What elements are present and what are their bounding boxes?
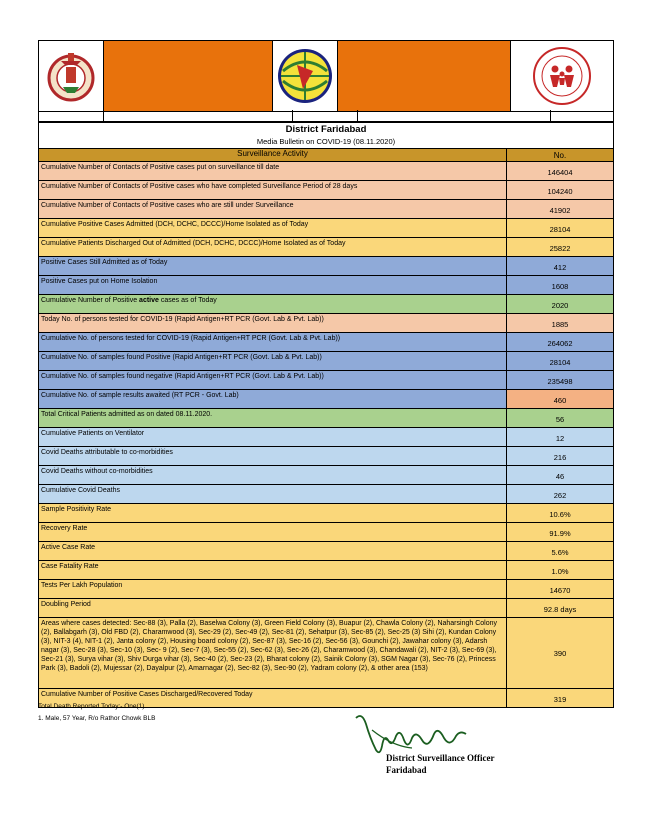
row-value: 5.6% — [507, 542, 613, 560]
table-row — [39, 618, 613, 689]
column-header-activity: Surveillance Activity — [39, 149, 507, 161]
row-value: 146404 — [507, 162, 613, 180]
row-value: 460 — [507, 390, 613, 408]
row-label: Doubling Period — [39, 599, 507, 617]
table-row — [39, 409, 613, 428]
table-row — [39, 485, 613, 504]
deaths-today-text: Total Death Reported Today:- One(1) — [38, 703, 145, 710]
row-label-pre: Cumulative Number of Positive — [41, 297, 140, 304]
row-value: 264062 — [507, 333, 613, 351]
row-label: Active Case Rate — [39, 542, 507, 560]
table-row — [39, 390, 613, 409]
row-value: 91.9% — [507, 523, 613, 541]
header-banner — [38, 40, 614, 112]
row-label: Positive Cases put on Home Isolation — [39, 276, 507, 294]
row-value: 1608 — [507, 276, 613, 294]
row-label: Case Fatality Rate — [39, 561, 507, 579]
district-title: District Faridabad — [285, 124, 367, 135]
table-row — [39, 162, 613, 181]
row-value: 104240 — [507, 181, 613, 199]
table-row — [39, 371, 613, 390]
globe-logo-icon — [273, 41, 337, 111]
table-row — [39, 238, 613, 257]
row-label: Cumulative No. of samples found Positive (Rapid Antigen+RT PCR (Govt. Lab & Pvt. Lab)) — [39, 352, 507, 370]
row-value: 412 — [507, 257, 613, 275]
haryana-emblem-cell — [39, 41, 104, 111]
table-row — [39, 276, 613, 295]
row-value: 46 — [507, 466, 613, 484]
bulletin-title-box — [38, 122, 614, 148]
table-row — [39, 504, 613, 523]
bulletin-subtitle: Media Bulletin on COVID-19 (08.11.2020) — [256, 137, 396, 146]
table-row — [39, 333, 613, 352]
row-value: 235498 — [507, 371, 613, 389]
row-value: 28104 — [507, 352, 613, 370]
row-label: Today No. of persons tested for COVID-19 (Rapid Antigen+RT PCR (Govt. Lab & Pvt. Lab)) — [39, 314, 507, 332]
row-label-post: cases as of Today — [158, 297, 217, 304]
row-value: 12 — [507, 428, 613, 446]
row-value: 41902 — [507, 200, 613, 218]
row-label-bold: active — [139, 297, 159, 304]
row-value: 1.0% — [507, 561, 613, 579]
row-label: Cumulative Number of Positive Cases Discharged/Recovered Today — [39, 689, 507, 707]
table-row — [39, 219, 613, 238]
row-label: Cumulative Positive Cases Admitted (DCH, DCHC, DCCC)/Home Isolated as of Today — [39, 219, 507, 237]
row-label: Total Critical Patients admitted as on dated 08.11.2020. — [39, 409, 507, 427]
table-row — [39, 447, 613, 466]
row-label: Recovery Rate — [39, 523, 507, 541]
row-label: Cumulative Patients Discharged Out of Admitted (DCH, DCHC, DCCC)/Home Isolated as of Today — [39, 238, 507, 256]
death-detail-text: 1. Male, 57 Year, R/o Rathor Chowk BLB — [38, 715, 156, 722]
row-label: Cumulative Number of Contacts of Positive cases who are still under Surveillance — [39, 200, 507, 218]
signatory-place: Faridabad — [386, 765, 427, 775]
nhm-logo-cell — [511, 41, 613, 111]
row-value: 25822 — [507, 238, 613, 256]
row-value: 14670 — [507, 580, 613, 598]
row-value: 1885 — [507, 314, 613, 332]
row-label: Sample Positivity Rate — [39, 504, 507, 522]
row-value: 92.8 days — [507, 599, 613, 617]
row-label: Cumulative Covid Deaths — [39, 485, 507, 503]
table-row — [39, 181, 613, 200]
signatory-block — [386, 752, 494, 776]
surveillance-table — [38, 148, 614, 708]
row-value: 319 — [507, 689, 613, 707]
row-label: Cumulative Number of Contacts of Positive cases who have completed Surveillance Period of 28 days — [39, 181, 507, 199]
haryana-emblem-icon — [39, 41, 103, 111]
row-value: 10.6% — [507, 504, 613, 522]
column-header-number: No. — [553, 150, 567, 160]
table-row — [39, 428, 613, 447]
row-label: Areas where cases detected: Sec-88 (3), Palla (2), Baselwa Colony (3), Green Field Colony (3), Buapur (2), Chawla Colony (2), Naharsingh Colony (2), Ballabgarh (3), Old FBD (2), Charamwood (3), Sec-29 (2), Sec-49 (2), Sec-81 (2), Sehatpur (3), Sec-85 (2), Sec-25 (3) Sihi (2), Kundan Colony (3), NIT-3 (4), NIT-1 (2), Janta colony (2), Housing board colony (2), Sec-87 (3), Sec-16 (2), Sec-56 (3), Gounchi (2), Jawahar colony (3), Adarsh nagar (3), Sec-28 (3), Sec-10 (3), Sec- 9 (2), Sec-7 (3), Sec-55 (2), Sec-62 (3), Sec-26 (2), Charamwood (3), Chandawali (2), NIT-2 (3), Sec-69 (3), Sec-21 (3), Surya vihar (3), Shiv Durga vihar (3), Sec-40 (2), Sec-23 (2), Bharat colony (2), Sainik Colony (3), SGM Nagar (3), Sec-76 (2), Princess Park (3), Badoli (2), Mujessar (2), Dayalpur (2), Amarnagar (2), Sec-82 (3), Sec-90 (2), Yadram colony (2), & other area (153) — [39, 618, 507, 688]
table-row — [39, 295, 613, 314]
table-row — [39, 542, 613, 561]
row-label: Covid Deaths without co-morbidities — [39, 466, 507, 484]
row-label: Cumulative No. of samples found negative (Rapid Antigen+RT PCR (Govt. Lab & Pvt. Lab)) — [39, 371, 507, 389]
row-label: Covid Deaths attributable to co-morbidities — [39, 447, 507, 465]
nhm-logo-icon — [511, 41, 613, 111]
table-row — [39, 466, 613, 485]
banner-subrow — [38, 110, 614, 122]
banner-orange-right — [338, 41, 511, 111]
row-label — [39, 295, 507, 313]
table-row — [39, 561, 613, 580]
row-value: 2020 — [507, 295, 613, 313]
banner-orange-left — [104, 41, 273, 111]
row-value: 262 — [507, 485, 613, 503]
table-header-row — [39, 149, 613, 162]
row-label: Tests Per Lakh Population — [39, 580, 507, 598]
row-value: 216 — [507, 447, 613, 465]
table-row — [39, 352, 613, 371]
row-label: Cumulative Number of Contacts of Positive cases put on surveillance till date — [39, 162, 507, 180]
row-label: Cumulative No. of persons tested for COVID-19 (Rapid Antigen+RT PCR (Govt. Lab & Pvt. Lab)) — [39, 333, 507, 351]
row-label: Positive Cases Still Admitted as of Today — [39, 257, 507, 275]
row-value: 390 — [507, 618, 613, 688]
table-row — [39, 314, 613, 333]
table-row — [39, 257, 613, 276]
row-label: Cumulative No. of sample results awaited (RT PCR - Govt. Lab) — [39, 390, 507, 408]
table-row — [39, 200, 613, 219]
row-value: 56 — [507, 409, 613, 427]
row-label: Cumulative Patients on Ventilator — [39, 428, 507, 446]
row-value: 28104 — [507, 219, 613, 237]
globe-logo-cell — [273, 41, 338, 111]
table-row — [39, 580, 613, 599]
signatory-title: District Surveillance Officer — [386, 753, 495, 763]
table-row — [39, 523, 613, 542]
table-row — [39, 599, 613, 618]
